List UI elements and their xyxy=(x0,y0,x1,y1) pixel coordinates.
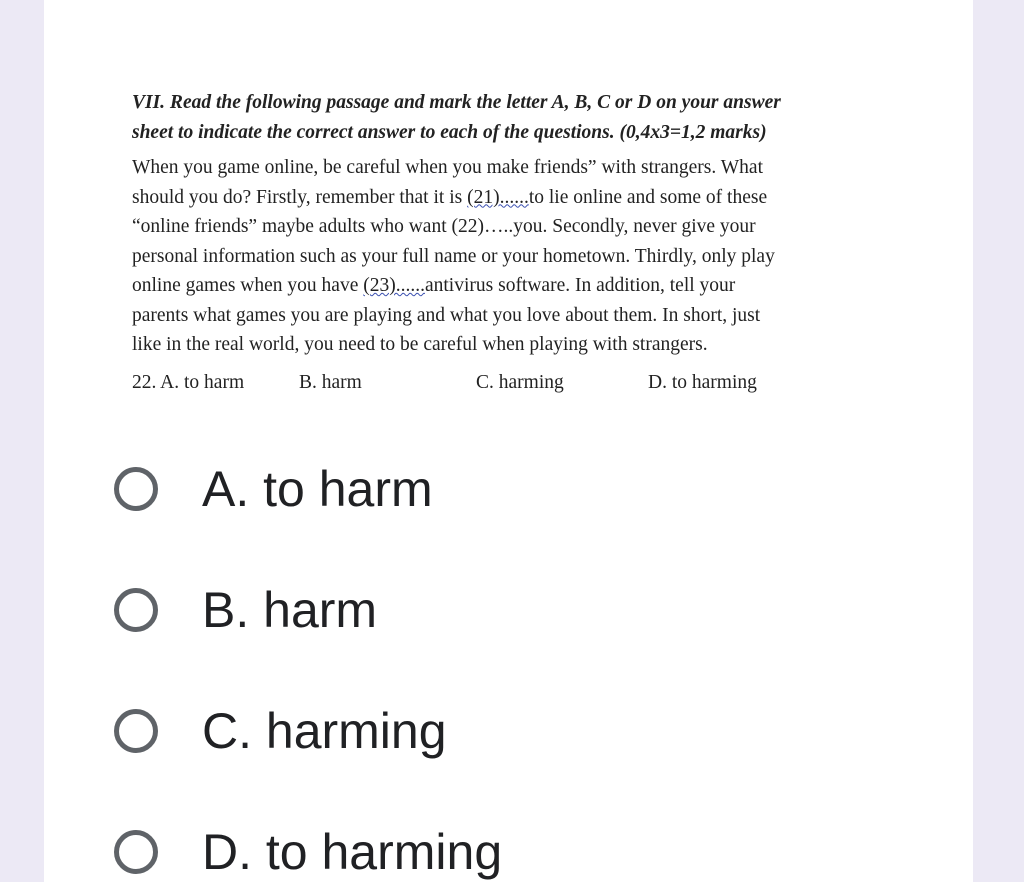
passage-line-2-end: to lie online and some of these xyxy=(528,186,768,208)
passage-line-2 xyxy=(132,187,767,208)
passage-line-5-end: antivirus software. In addition, tell your xyxy=(424,275,736,296)
radio-circle-icon[interactable] xyxy=(114,588,158,632)
passage-text xyxy=(132,153,892,360)
option-a[interactable] xyxy=(114,454,433,524)
instruction-line-2: sheet to indicate the correct answer to each of the questions. (0,4x3=1,2 marks) xyxy=(132,121,767,143)
option-d[interactable] xyxy=(114,817,502,882)
option-b[interactable] xyxy=(114,575,377,645)
passage-line-5 xyxy=(132,275,735,296)
option-b-label[interactable]: B. harm xyxy=(202,582,378,638)
instruction-line-1: VII. Read the following passage and mark the letter A, B, C or D on your answer xyxy=(132,92,781,113)
question-22-choices xyxy=(132,368,892,398)
passage-line-2-start: should you do? Firstly, remember that it is xyxy=(132,186,468,208)
passage-line-3: “online friends” maybe adults who want (22)…..you. Secondly, never give your xyxy=(132,216,756,237)
passage-line-5-start: online games when you have xyxy=(132,275,364,296)
option-a-label[interactable]: A. to harm xyxy=(202,461,433,517)
passage-line-7: like in the real world, you need to be careful when playing with strangers. xyxy=(132,334,708,355)
passage-line-4: personal information such as your full name or your hometown. Thirdly, only play xyxy=(132,245,775,267)
radio-circle-icon[interactable] xyxy=(114,709,158,753)
passage-line-1: When you game online, be careful when you make friends” with strangers. What xyxy=(132,157,764,178)
instruction-text xyxy=(132,88,892,147)
option-d-label[interactable]: D. to harming xyxy=(202,824,503,880)
question-22-choice-d: D. to harming xyxy=(648,371,757,393)
option-c[interactable] xyxy=(114,696,447,766)
blank-23: (23)...... xyxy=(363,275,425,296)
option-c-label[interactable]: C. harming xyxy=(202,703,447,759)
question-22-choice-a: 22. A. to harm xyxy=(132,371,245,393)
question-22-choice-c: C. harming xyxy=(476,371,564,393)
blank-21: (21)...... xyxy=(467,186,529,208)
radio-circle-icon[interactable] xyxy=(114,830,158,874)
passage-line-6: parents what games you are playing and what you love about them. In short, just xyxy=(132,304,761,326)
question-22-choice-b: B. harm xyxy=(299,371,362,393)
question-card xyxy=(44,0,973,882)
question-image xyxy=(132,88,892,398)
radio-circle-icon[interactable] xyxy=(114,467,158,511)
